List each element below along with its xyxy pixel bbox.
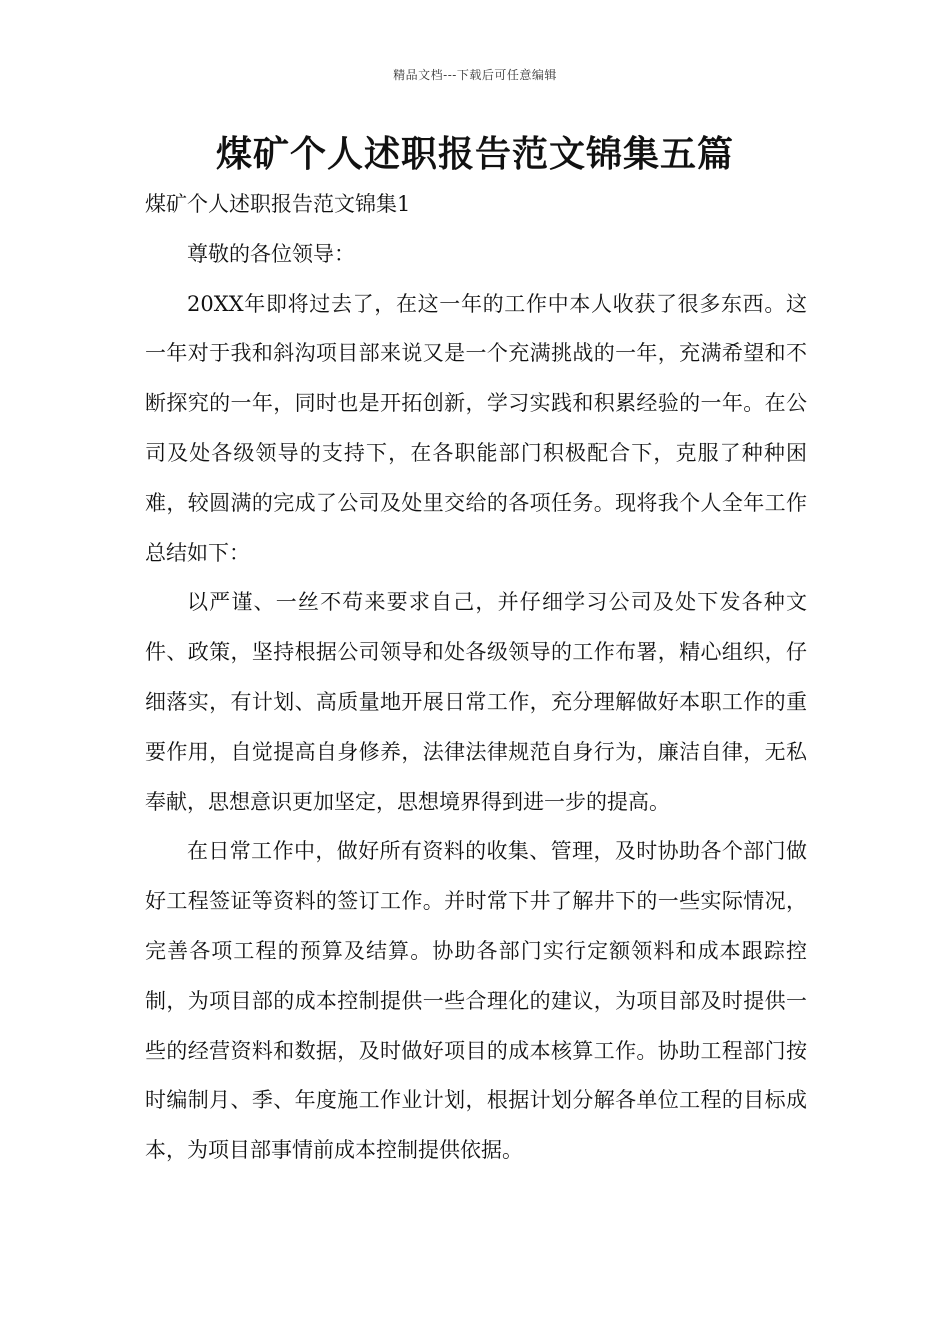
paragraph-1: 20XX年即将过去了，在这一年的工作中本人收获了很多东西。这一年对于我和斜沟项目部来说又是一个充满挑战的一年，充满希望和不断探究的一年，同时也是开拓创新，学习实践和积累经验的一年。在公司及处各级领导的支持下，在各职能部门积极配合下，克服了种种困难，较圆满的完成了公司及处里交给的各项任务。现将我个人全年工作总结如下： <box>145 291 807 565</box>
section-heading: 煤矿个人述职报告范文锦集1 <box>145 192 411 216</box>
document-title: 煤矿个人述职报告范文锦集五篇 <box>215 134 734 175</box>
document-body <box>145 180 807 1176</box>
greeting: 尊敬的各位领导： <box>187 241 355 266</box>
paragraph-3: 在日常工作中，做好所有资料的收集、管理，及时协助各个部门做好工程签证等资料的签订工作。并时常下井了解井下的一些实际情况，完善各项工程的预算及结算。协助各部门实行定额领料和成本跟踪控制，为项目部的成本控制提供一些合理化的建议，为项目部及时提供一些的经营资料和数据，及时做好项目的成本核算工作。协助工程部门按时编制月、季、年度施工作业计划，根据计划分解各单位工程的目标成本，为项目部事情前成本控制提供依据。 <box>145 839 807 1163</box>
header-note: 精品文档---下载后可任意编辑 <box>393 68 557 82</box>
paragraph-2: 以严谨、一丝不苟来要求自己，并仔细学习公司及处下发各种文件、政策，坚持根据公司领导和处各级领导的工作布署，精心组织，仔细落实，有计划、高质量地开展日常工作，充分理解做好本职工作的重要作用，自觉提高自身修养，法律法律规范自身行为，廉洁自律，无私奉献，思想意识更加坚定，思想境界得到进一步的提高。 <box>145 590 807 814</box>
